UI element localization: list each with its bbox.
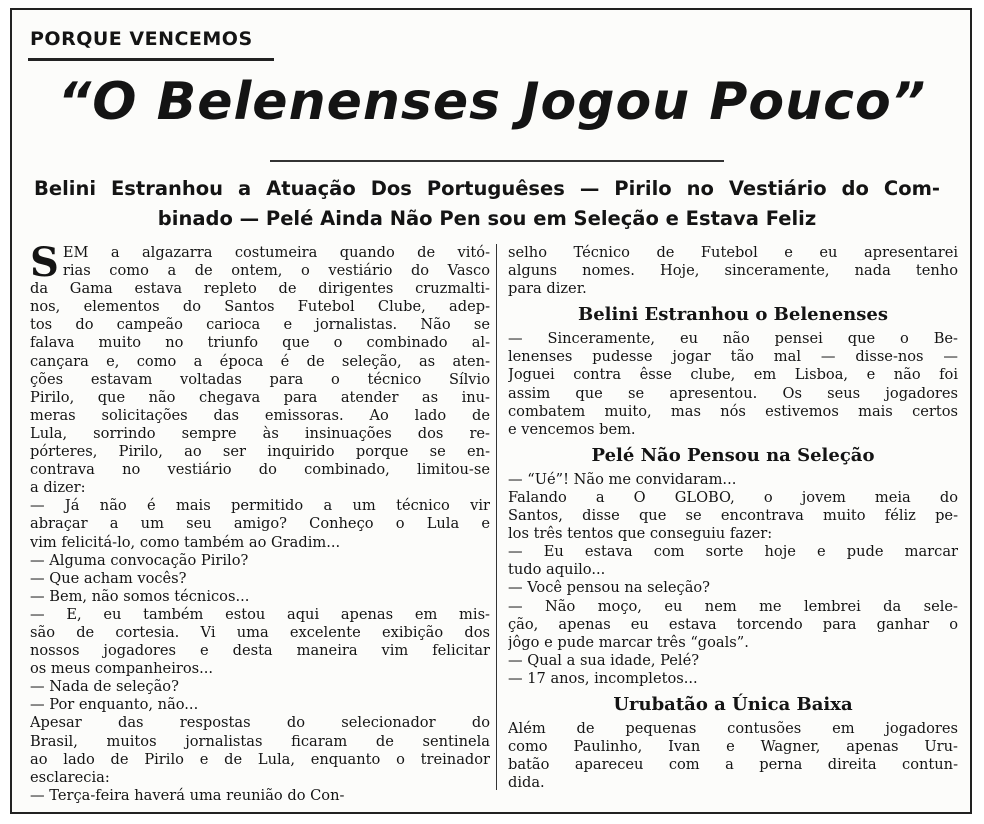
section-body-pele: [508, 471, 958, 688]
body-line: nossos jogadores e desta maneira vim felicitar: [30, 642, 490, 660]
body-line: vim felicitá-lo, como também ao Gradim...: [30, 533, 341, 551]
right-intro: [508, 244, 958, 298]
body-line: — Nada de seleção?: [30, 678, 179, 696]
body-line: falava muito no triunfo que o combinado al-: [30, 334, 490, 352]
kicker-underline: [28, 58, 274, 61]
body-line: jôgo e pude marcar três “goals”.: [508, 633, 749, 651]
kicker: PORQUE VENCEMOS: [30, 28, 253, 50]
left-body: [30, 280, 490, 805]
section-body-belini: [508, 330, 958, 439]
body-line: como Paulinho, Ivan e Wagner, apenas Uru-: [508, 738, 958, 756]
body-line: — Não moço, eu nem me lembrei da sele-: [508, 597, 958, 615]
left-column: [30, 239, 490, 805]
body-line: Brasil, muitos jornalistas ficaram de sentinela: [30, 732, 490, 750]
section-title-urubatao: Urubatão a Única Baixa: [613, 693, 853, 715]
body-line: Além de pequenas contusões em jogadores: [508, 719, 958, 737]
body-line: Joguei contra êsse clube, em Lisboa, e não foi: [508, 366, 958, 384]
body-line: — Sinceramente, eu não pensei que o Be-: [508, 330, 958, 348]
body-line: lenenses pudesse jogar tão mal — disse-nos —: [508, 348, 958, 366]
headline-rule: [270, 160, 724, 162]
body-line: Pirilo, que não chegava para atender as inu-: [30, 388, 490, 406]
body-line: — Você pensou na seleção?: [508, 579, 711, 597]
section-title-pele: Pelé Não Pensou na Seleção: [591, 444, 875, 466]
body-line: selho Técnico de Futebol e eu apresentarei: [508, 244, 958, 261]
body-line: — Que acham vocês?: [30, 569, 187, 587]
body-line: Lula, sorrindo sempre às insinuações dos re-: [30, 424, 490, 442]
body-line: — Terça-feira haverá uma reunião do Con-: [30, 786, 345, 804]
body-line: abraçar a um seu amigo? Conheço o Lula e: [30, 515, 490, 533]
body-line: rias como a de ontem, o vestiário do Vasco: [62, 262, 490, 280]
body-line: — E, eu também estou aqui apenas em mis-: [30, 605, 490, 623]
subheadline-line: binado — Pelé Ainda Não Pen sou em Seleção e Estava Feliz: [157, 207, 817, 230]
body-line: ao lado de Pirilo e de Lula, enquanto o treinador: [30, 750, 490, 768]
body-line: — Por enquanto, não...: [30, 696, 199, 714]
body-line: tos do campeão carioca e jornalistas. Não se: [30, 316, 490, 334]
column-divider: [496, 244, 497, 790]
right-column: [508, 244, 958, 792]
body-line: alguns nomes. Hoje, sinceramente, nada tenho: [508, 262, 958, 280]
body-line: los três tentos que conseguiu fazer:: [508, 525, 773, 543]
body-line: Falando a O GLOBO, o jovem meia do: [508, 488, 958, 506]
body-line: os meus companheiros...: [30, 660, 214, 678]
section-body-urubatao: [508, 720, 958, 792]
body-line: — Já não é mais permitido a um técnico vir: [30, 497, 490, 515]
body-line: — “Ué”! Não me convidaram...: [508, 470, 737, 488]
body-line: assim que se apresentou. Os seus jogadores: [508, 384, 958, 402]
drop-cap: S: [30, 239, 59, 286]
body-line: tudo aquilo...: [508, 561, 606, 579]
body-line: pórteres, Pirilo, ao ser inquirido porque se en-: [30, 443, 490, 461]
body-line: esclarecia:: [30, 768, 110, 786]
body-line: — Eu estava com sorte hoje e pude marcar: [508, 543, 958, 561]
body-line: da Gama estava repleto de dirigentes cruzmalti-: [30, 280, 490, 298]
body-line: — Qual a sua idade, Pelé?: [508, 651, 700, 669]
body-line: cançara e, como a época é de seleção, as aten-: [30, 352, 490, 370]
body-line: meras solicitações das emissoras. Ao lado de: [30, 406, 490, 424]
body-line: dida.: [508, 774, 545, 792]
body-line: EM a algazarra costumeira quando de vitó-: [62, 244, 490, 261]
body-line: nos, elementos do Santos Futebol Clube, adep-: [30, 298, 490, 316]
section-title-belini: Belini Estranhou o Belenenses: [578, 304, 888, 326]
body-line: Apesar das respostas do selecionador do: [30, 714, 490, 732]
body-line: — Bem, não somos técnicos...: [30, 587, 250, 605]
body-line: batão apareceu com a perna direita contun-: [508, 756, 958, 774]
body-line: contrava no vestiário do combinado, limitou-se: [30, 461, 490, 479]
subheadline-line: Belini Estranhou a Atuação Dos Portuguêses — Pirilo no Vestiário do Com-: [34, 177, 940, 200]
body-line: ções estavam voltadas para o técnico Sílvio: [30, 370, 490, 388]
body-line: — Alguma convocação Pirilo?: [30, 551, 249, 569]
body-line: ção, apenas eu estava torcendo para ganhar o: [508, 615, 958, 633]
body-line: Santos, disse que se encontrava muito féliz pe-: [508, 507, 958, 525]
body-line: e vencemos bem.: [508, 420, 636, 438]
body-line: para dizer.: [508, 280, 587, 298]
subheadline: [34, 174, 940, 234]
body-line: são de cortesia. Vi uma excelente exibição dos: [30, 623, 490, 641]
body-line: combatem muito, mas nós estivemos mais certos: [508, 402, 958, 420]
body-line: a dizer:: [30, 479, 86, 497]
body-line: — 17 anos, incompletos...: [508, 669, 698, 687]
headline: “O Belenenses Jogou Pouco”: [57, 72, 927, 132]
